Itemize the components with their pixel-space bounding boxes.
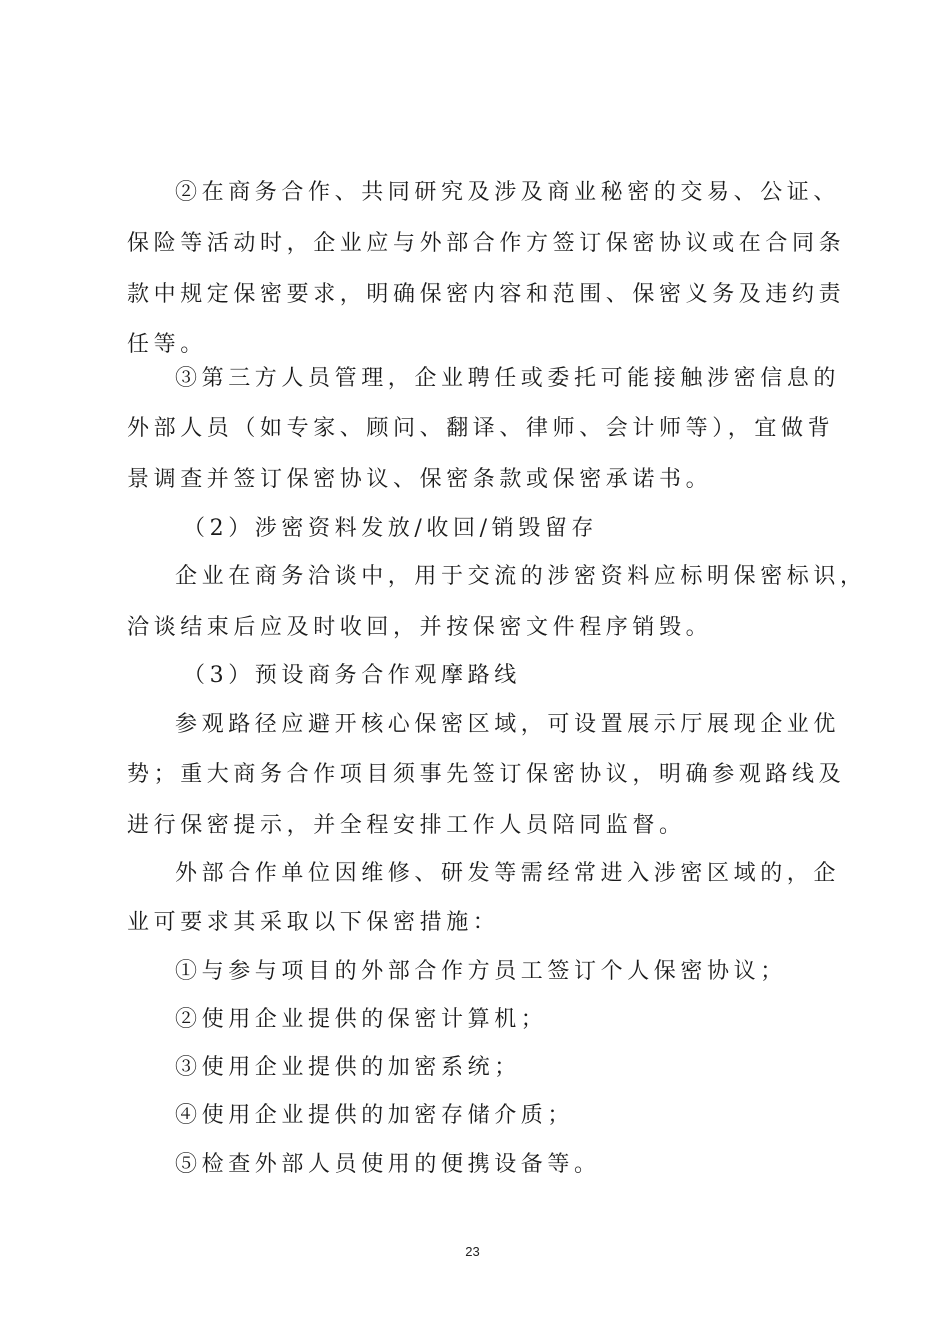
text-line: 参观路径应避开核心保密区域，可设置展示厅展现企业优 xyxy=(175,712,841,737)
text-line: 外部人员（如专家、顾问、翻译、律师、会计师等），宜做背 xyxy=(127,416,835,441)
text-line: 企业在商务洽谈中，用于交流的涉密资料应标明保密标识， xyxy=(175,564,867,589)
text-line: 势；重大商务合作项目须事先签订保密协议，明确参观路线及 xyxy=(127,762,846,787)
page-number: 23 xyxy=(465,1244,480,1259)
text-line: ③使用企业提供的加密系统； xyxy=(175,1055,521,1080)
text-line: ④使用企业提供的加密存储介质； xyxy=(175,1103,575,1128)
text-line: ③第三方人员管理，企业聘任或委托可能接触涉密信息的 xyxy=(175,366,841,391)
text-line: 景调查并签订保密协议、保密条款或保密承诺书。 xyxy=(127,467,713,492)
text-line: 保险等活动时，企业应与外部合作方签订保密协议或在合同条 xyxy=(127,231,846,256)
text-line: ②使用企业提供的保密计算机； xyxy=(175,1007,548,1032)
section-heading: （2）涉密资料发放/收回/销毁留存 xyxy=(183,516,599,541)
text-line: ⑤检查外部人员使用的便携设备等。 xyxy=(175,1152,601,1177)
text-line: 进行保密提示，并全程安排工作人员陪同监督。 xyxy=(127,813,686,838)
text-line: 洽谈结束后应及时收回，并按保密文件程序销毁。 xyxy=(127,615,713,640)
text-line: 外部合作单位因维修、研发等需经常进入涉密区域的，企 xyxy=(175,861,841,886)
text-line: ②在商务合作、共同研究及涉及商业秘密的交易、公证、 xyxy=(175,180,841,205)
text-line: 业可要求其采取以下保密措施： xyxy=(127,910,500,935)
section-heading: （3）预设商务合作观摩路线 xyxy=(183,663,521,688)
text-line: 任等。 xyxy=(127,332,207,357)
text-line: 款中规定保密要求，明确保密内容和范围、保密义务及违约责 xyxy=(127,282,846,307)
text-line: ①与参与项目的外部合作方员工签订个人保密协议； xyxy=(175,959,787,984)
